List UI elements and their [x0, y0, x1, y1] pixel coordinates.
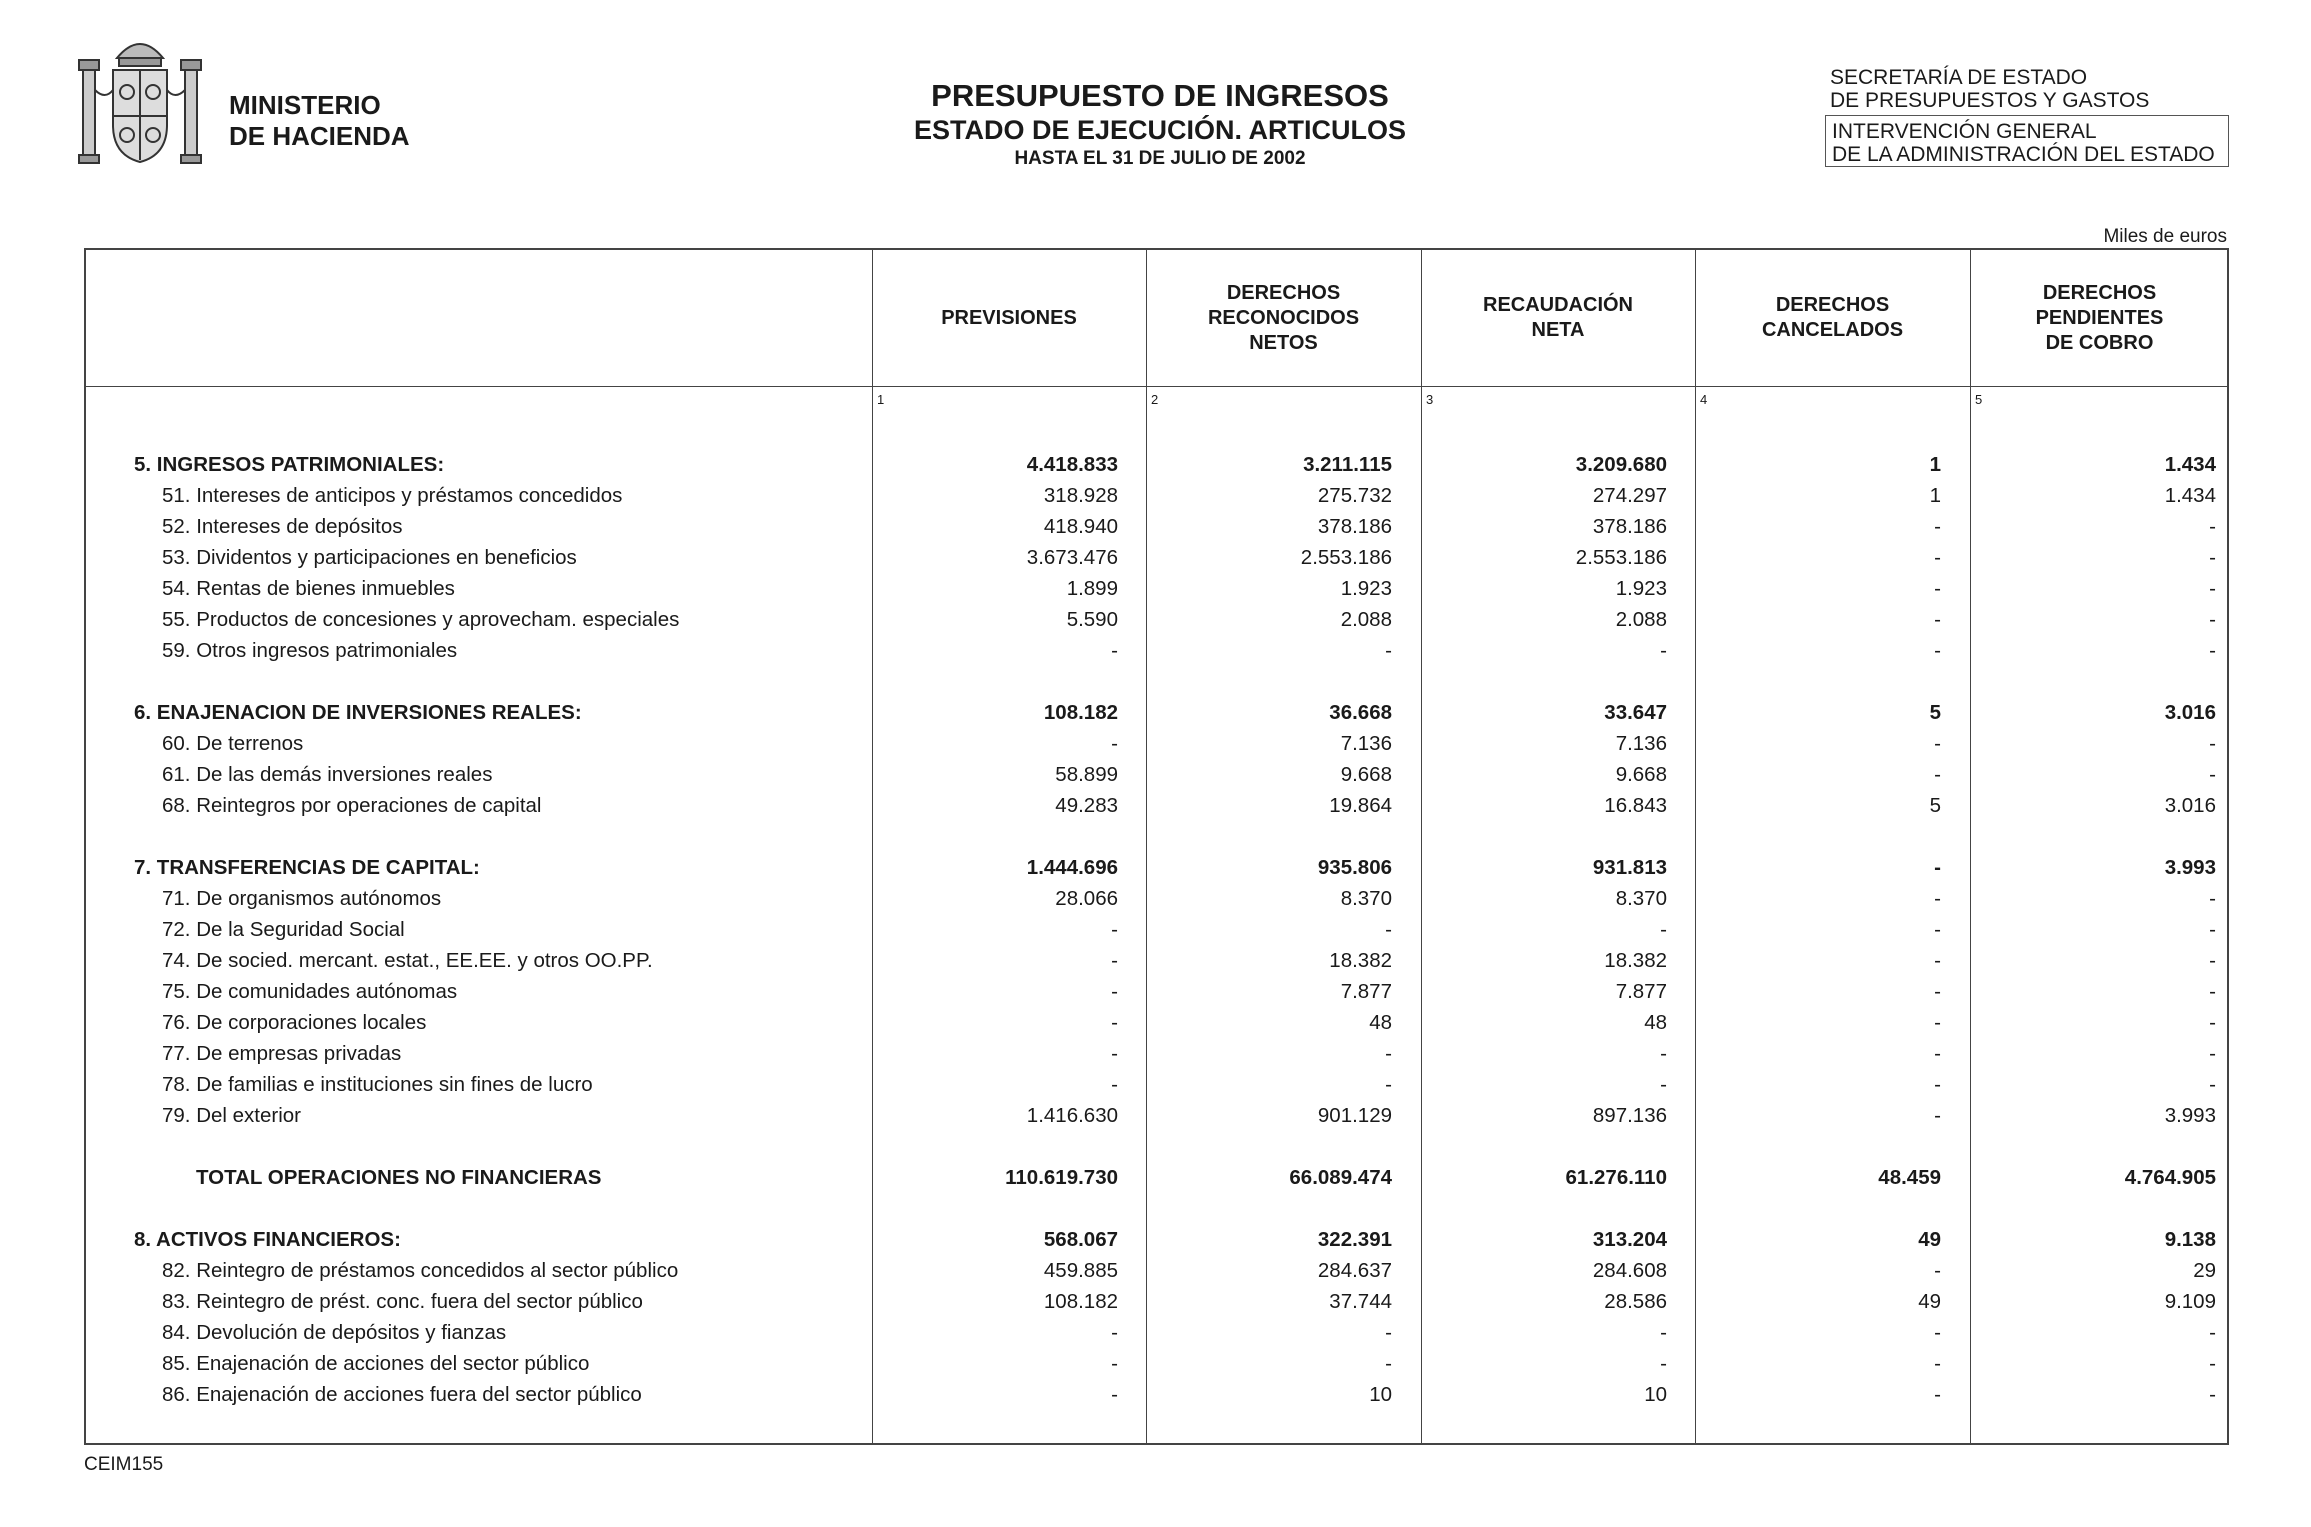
cell-c4: - — [1934, 515, 1941, 538]
report-title: PRESUPUESTO DE INGRESOS — [931, 78, 1389, 113]
row-label: 5. INGRESOS PATRIMONIALES: — [134, 453, 445, 476]
cell-c3: 274.297 — [1592, 484, 1667, 507]
row-label: 79. Del exterior — [162, 1104, 302, 1127]
cell-c5: - — [2209, 515, 2216, 538]
report-subtitle: ESTADO DE EJECUCIÓN. ARTICULOS — [913, 115, 1407, 145]
row-label: 71. De organismos autónomos — [162, 887, 442, 910]
header-divider — [84, 386, 2229, 387]
cell-c3: - — [1660, 918, 1667, 941]
cell-c5: - — [2209, 1383, 2216, 1406]
cell-c2: - — [1385, 918, 1392, 941]
cell-c3: 28.586 — [1604, 1290, 1667, 1313]
column-header-derechos-cancelados — [1695, 250, 1970, 386]
table-row — [84, 914, 2229, 945]
column-header-line: RECONOCIDOS — [1207, 306, 1360, 329]
cell-c5: - — [2209, 639, 2216, 662]
cell-c1: - — [1111, 732, 1118, 755]
row-label: 84. Devolución de depósitos y fianzas — [162, 1321, 507, 1344]
row-label: 78. De familias e instituciones sin fines de lucro — [162, 1073, 593, 1096]
table-row — [84, 573, 2229, 604]
cell-c2: 18.382 — [1329, 949, 1392, 972]
table-row — [84, 1317, 2229, 1348]
cell-c4: - — [1934, 1073, 1941, 1096]
coat-of-arms-icon — [75, 30, 205, 180]
column-header-derechos-reconocidos — [1146, 250, 1421, 386]
column-header-line: NETA — [1531, 319, 1585, 341]
cell-c4: - — [1934, 577, 1941, 600]
cell-c4: - — [1934, 887, 1941, 910]
cell-c4: - — [1934, 608, 1941, 631]
column-header-derechos-pendientes — [1970, 250, 2229, 386]
cell-c1: 49.283 — [1055, 794, 1118, 817]
cell-c3: 2.088 — [1615, 608, 1667, 631]
cell-c4: - — [1934, 1352, 1941, 1375]
cell-c3: 313.204 — [1592, 1228, 1667, 1251]
table-row — [84, 945, 2229, 976]
cell-c4: - — [1934, 1042, 1941, 1065]
table-row — [84, 1038, 2229, 1069]
row-label: 83. Reintegro de prést. conc. fuera del sector público — [162, 1290, 643, 1313]
cell-c2: - — [1385, 1042, 1392, 1065]
cell-c4: - — [1934, 1259, 1941, 1282]
table-row — [84, 759, 2229, 790]
row-label: 82. Reintegro de préstamos concedidos al sector público — [162, 1259, 679, 1282]
cell-c5: - — [2209, 1011, 2216, 1034]
row-label: 61. De las demás inversiones reales — [162, 763, 493, 786]
cell-c5: 3.993 — [2164, 1104, 2216, 1127]
row-label: 6. ENAJENACION DE INVERSIONES REALES: — [134, 701, 582, 724]
cell-c2: 322.391 — [1317, 1228, 1392, 1251]
cell-c2: 2.088 — [1340, 608, 1392, 631]
cell-c2: 3.211.115 — [1303, 453, 1392, 476]
cell-c5: - — [2209, 608, 2216, 631]
column-header-line: RECAUDACIÓN — [1483, 294, 1633, 316]
cell-c4: 1 — [1929, 484, 1941, 507]
row-label: 75. De comunidades autónomas — [162, 980, 458, 1003]
intervencion-line-1: INTERVENCIÓN GENERAL — [1832, 120, 2097, 143]
column-header-recaudacion — [1421, 250, 1695, 386]
cell-c4: - — [1934, 1321, 1941, 1344]
table-row — [84, 790, 2229, 821]
cell-c5: 1.434 — [2164, 453, 2216, 476]
table-row — [84, 1348, 2229, 1379]
ministry-line-2: DE HACIENDA — [229, 121, 410, 151]
cell-c3: - — [1660, 1042, 1667, 1065]
column-header-line: DERECHOS — [1775, 294, 1890, 316]
cell-c1: - — [1111, 980, 1118, 1003]
cell-c4: - — [1934, 856, 1941, 879]
cell-c4: 5 — [1929, 794, 1941, 817]
cell-c3: 931.813 — [1592, 856, 1667, 879]
cell-c2: 36.668 — [1329, 701, 1392, 724]
cell-c2: - — [1385, 1352, 1392, 1375]
cell-c3: 10 — [1644, 1383, 1667, 1406]
cell-c5: - — [2209, 577, 2216, 600]
cell-c4: 1 — [1929, 453, 1941, 476]
report-date: HASTA EL 31 DE JULIO DE 2002 — [1014, 148, 1306, 169]
cell-c3: 33.647 — [1604, 701, 1667, 724]
table-row — [84, 697, 2229, 728]
cell-c3: 61.276.110 — [1565, 1166, 1667, 1189]
row-label: 72. De la Seguridad Social — [162, 918, 405, 941]
cell-c2: 66.089.474 — [1289, 1166, 1392, 1189]
cell-c3: 18.382 — [1604, 949, 1667, 972]
cell-c3: 378.186 — [1592, 515, 1667, 538]
cell-c3: 1.923 — [1615, 577, 1667, 600]
cell-c1: 4.418.833 — [1026, 453, 1118, 476]
table-row — [84, 604, 2229, 635]
units-label: Miles de euros — [2103, 226, 2227, 247]
cell-c1: 3.673.476 — [1026, 546, 1118, 569]
cell-c1: 318.928 — [1043, 484, 1118, 507]
cell-c3: 7.136 — [1615, 732, 1667, 755]
secretaria-line-2: DE PRESUPUESTOS Y GASTOS — [1830, 89, 2150, 112]
cell-c3: 48 — [1644, 1011, 1667, 1034]
table-row — [84, 852, 2229, 883]
cell-c4: - — [1934, 918, 1941, 941]
cell-c4: - — [1934, 1383, 1941, 1406]
cell-c5: - — [2209, 1073, 2216, 1096]
cell-c2: 1.923 — [1340, 577, 1392, 600]
cell-c1: 58.899 — [1055, 763, 1118, 786]
cell-c2: 10 — [1369, 1383, 1392, 1406]
row-label: 77. De empresas privadas — [162, 1042, 402, 1065]
table-row — [84, 1007, 2229, 1038]
cell-c5: - — [2209, 1042, 2216, 1065]
cell-c1: - — [1111, 1352, 1118, 1375]
table-row — [84, 1379, 2229, 1410]
cell-c5: 9.138 — [2164, 1228, 2216, 1251]
table-row — [84, 1224, 2229, 1255]
cell-c3: 7.877 — [1615, 980, 1667, 1003]
cell-c1: 5.590 — [1066, 608, 1118, 631]
cell-c2: - — [1385, 639, 1392, 662]
intervencion-box — [1825, 115, 2229, 167]
cell-c2: 19.864 — [1329, 794, 1392, 817]
cell-c3: 16.843 — [1604, 794, 1667, 817]
column-number: 4 — [1700, 392, 1708, 407]
cell-c5: - — [2209, 1321, 2216, 1344]
cell-c1: 28.066 — [1055, 887, 1118, 910]
row-label: 86. Enajenación de acciones fuera del sector público — [162, 1383, 642, 1406]
column-number: 2 — [1151, 392, 1159, 407]
cell-c5: 3.016 — [2164, 701, 2216, 724]
intervencion-line-2: DE LA ADMINISTRACIÓN DEL ESTADO — [1832, 143, 2215, 166]
row-label: 59. Otros ingresos patrimoniales — [162, 639, 458, 662]
cell-c2: - — [1385, 1321, 1392, 1344]
cell-c5: 9.109 — [2164, 1290, 2216, 1313]
cell-c2: 284.637 — [1317, 1259, 1392, 1282]
cell-c1: 110.619.730 — [1005, 1166, 1118, 1189]
cell-c4: 5 — [1929, 701, 1941, 724]
row-label: 7. TRANSFERENCIAS DE CAPITAL: — [134, 856, 480, 879]
column-header-line: PREVISIONES — [941, 306, 1077, 329]
ministry-name — [229, 90, 410, 152]
table-row — [84, 883, 2229, 914]
cell-c1: - — [1111, 1042, 1118, 1065]
row-label: 85. Enajenación de acciones del sector público — [162, 1352, 590, 1375]
column-number: 1 — [877, 392, 885, 407]
cell-c2: - — [1385, 1073, 1392, 1096]
table-row — [84, 1100, 2229, 1131]
cell-c5: - — [2209, 732, 2216, 755]
cell-c2: 37.744 — [1329, 1290, 1392, 1313]
column-number: 3 — [1426, 392, 1434, 407]
cell-c5: - — [2209, 763, 2216, 786]
row-label: 53. Dividentos y participaciones en beneficios — [162, 546, 577, 569]
cell-c4: - — [1934, 1104, 1941, 1127]
cell-c3: 897.136 — [1592, 1104, 1667, 1127]
table-row — [84, 542, 2229, 573]
cell-c4: - — [1934, 949, 1941, 972]
cell-c1: 568.067 — [1043, 1228, 1118, 1251]
cell-c3: - — [1660, 1352, 1667, 1375]
cell-c2: 8.370 — [1340, 887, 1392, 910]
table-row — [84, 511, 2229, 542]
cell-c5: 4.764.905 — [2124, 1166, 2216, 1189]
cell-c1: - — [1111, 918, 1118, 941]
cell-c5: - — [2209, 887, 2216, 910]
cell-c4: - — [1934, 1011, 1941, 1034]
secretaria-line-1: SECRETARÍA DE ESTADO — [1830, 66, 2088, 89]
row-label: 68. Reintegros por operaciones de capital — [162, 794, 542, 817]
column-header-line: DERECHOS — [2042, 281, 2157, 304]
cell-c2: 7.877 — [1340, 980, 1392, 1003]
table-row — [84, 728, 2229, 759]
cell-c2: 2.553.186 — [1300, 546, 1392, 569]
column-header-line: DE COBRO — [2045, 331, 2154, 354]
cell-c2: 935.806 — [1317, 856, 1392, 879]
cell-c5: 3.993 — [2164, 856, 2216, 879]
cell-c4: - — [1934, 639, 1941, 662]
cell-c4: 49 — [1918, 1228, 1941, 1251]
cell-c4: - — [1934, 546, 1941, 569]
row-label: 8. ACTIVOS FINANCIEROS: — [134, 1228, 401, 1251]
cell-c2: 378.186 — [1317, 515, 1392, 538]
cell-c3: - — [1660, 639, 1667, 662]
row-label: 60. De terrenos — [162, 732, 304, 755]
cell-c1: 459.885 — [1043, 1259, 1118, 1282]
cell-c1: - — [1111, 639, 1118, 662]
row-label: 76. De corporaciones locales — [162, 1011, 427, 1034]
cell-c3: - — [1660, 1321, 1667, 1344]
column-header-line: CANCELADOS — [1761, 319, 1904, 341]
column-header-line: DERECHOS — [1226, 281, 1341, 304]
secretaria-label — [1830, 66, 2149, 112]
cell-c1: - — [1111, 1073, 1118, 1096]
cell-c2: 275.732 — [1317, 484, 1392, 507]
cell-c5: - — [2209, 949, 2216, 972]
cell-c1: - — [1111, 1321, 1118, 1344]
report-title-block — [860, 78, 1460, 172]
row-label: 52. Intereses de depósitos — [162, 515, 403, 538]
cell-c3: 2.553.186 — [1575, 546, 1667, 569]
table-row — [84, 449, 2229, 480]
cell-c5: 3.016 — [2164, 794, 2216, 817]
column-header-previsiones — [872, 250, 1146, 386]
ministry-line-1: MINISTERIO — [229, 90, 381, 120]
row-label: TOTAL OPERACIONES NO FINANCIERAS — [196, 1166, 602, 1189]
cell-c1: 1.899 — [1066, 577, 1118, 600]
cell-c1: - — [1111, 1011, 1118, 1034]
cell-c2: 901.129 — [1317, 1104, 1392, 1127]
cell-c5: 1.434 — [2164, 484, 2216, 507]
cell-c1: 108.182 — [1043, 1290, 1118, 1313]
table-row — [84, 1162, 2229, 1193]
cell-c2: 7.136 — [1340, 732, 1392, 755]
row-label: 54. Rentas de bienes inmuebles — [162, 577, 455, 600]
column-header-line: NETOS — [1249, 331, 1318, 354]
cell-c4: - — [1934, 980, 1941, 1003]
column-header-line: PENDIENTES — [2035, 306, 2164, 329]
table-row — [84, 1286, 2229, 1317]
cell-c1: 108.182 — [1043, 701, 1118, 724]
cell-c5: - — [2209, 546, 2216, 569]
cell-c1: 418.940 — [1043, 515, 1118, 538]
table-row — [84, 1255, 2229, 1286]
report-code: CEIM155 — [84, 1454, 164, 1475]
cell-c4: - — [1934, 732, 1941, 755]
column-number: 5 — [1975, 392, 1983, 407]
row-label: 55. Productos de concesiones y aprovecham. especiales — [162, 608, 680, 631]
cell-c5: - — [2209, 980, 2216, 1003]
cell-c2: 9.668 — [1340, 763, 1392, 786]
cell-c3: 3.209.680 — [1575, 453, 1667, 476]
cell-c2: 48 — [1369, 1011, 1392, 1034]
row-label: 51. Intereses de anticipos y préstamos concedidos — [162, 484, 623, 507]
table-row — [84, 635, 2229, 666]
cell-c3: 8.370 — [1615, 887, 1667, 910]
cell-c3: 284.608 — [1592, 1259, 1667, 1282]
table-row — [84, 1069, 2229, 1100]
cell-c1: 1.416.630 — [1026, 1104, 1118, 1127]
row-label: 74. De socied. mercant. estat., EE.EE. y otros OO.PP. — [162, 949, 653, 972]
cell-c5: - — [2209, 1352, 2216, 1375]
cell-c1: 1.444.696 — [1026, 856, 1118, 879]
cell-c1: - — [1111, 949, 1118, 972]
cell-c1: - — [1111, 1383, 1118, 1406]
cell-c3: 9.668 — [1615, 763, 1667, 786]
table-row — [84, 480, 2229, 511]
cell-c4: - — [1934, 763, 1941, 786]
cell-c4: 48.459 — [1878, 1166, 1941, 1189]
cell-c5: - — [2209, 918, 2216, 941]
cell-c5: 29 — [2193, 1259, 2216, 1282]
cell-c4: 49 — [1918, 1290, 1941, 1313]
cell-c3: - — [1660, 1073, 1667, 1096]
table-row — [84, 976, 2229, 1007]
